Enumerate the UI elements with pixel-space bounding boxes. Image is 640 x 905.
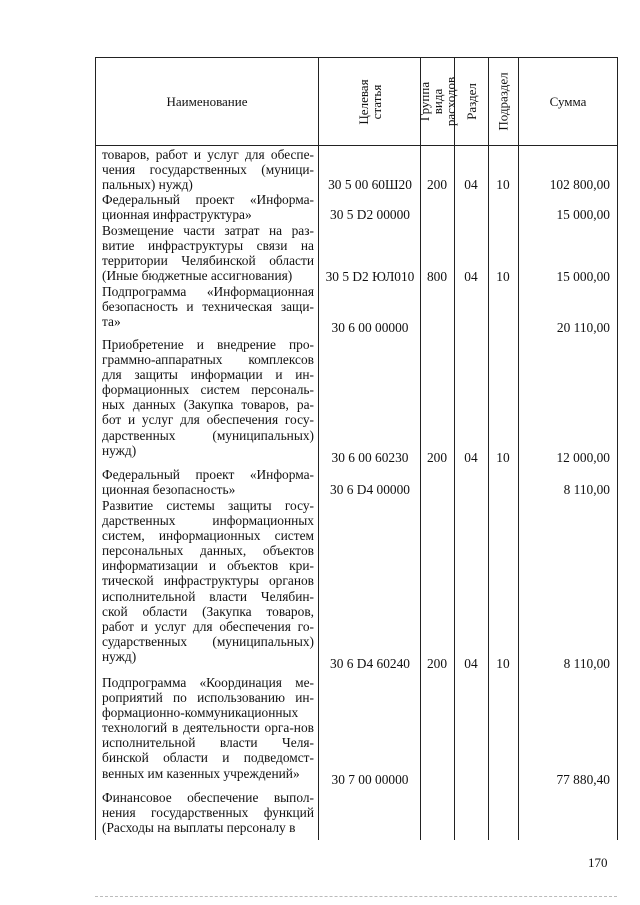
- row-code: 30 5 00 60Ш20: [328, 177, 412, 192]
- header-target-article: Целевая статья: [355, 78, 384, 125]
- header-amount: Сумма: [549, 93, 587, 109]
- row-name: Развитие системы защиты госу-дарственных информационных систем, информационных систем персональных данных, объектов информатизации и объектов кри-тической инфраструктуры органов исполнительной власти Челябин-ской области (Закупка товаров, работ и услуг для обеспечения го-сударственных (муниципальных) нужд): [102, 498, 314, 664]
- row-code: 30 6 00 60230: [331, 450, 409, 465]
- row-code: 30 6 D4 00000: [330, 482, 410, 497]
- col-divider-subsection: [518, 57, 519, 840]
- row-name: товаров, работ и услуг для обеспе-чения государственных (муници-пальных) нужд): [102, 147, 314, 193]
- row-subsection: 10: [496, 177, 510, 192]
- row-name: Приобретение и внедрение про-граммно-аппаратных комплексов для защиты информации и ин-формационных систем персональ-ных данных (Закупка товаров, ра-бот и услуг для обеспечения госу-дарственных (муниципальных) нужд): [102, 337, 314, 458]
- col-divider-name: [318, 57, 319, 840]
- row-section: 04: [464, 450, 478, 465]
- row-amount: 8 110,00: [563, 482, 610, 497]
- row-amount: 15 000,00: [556, 269, 610, 284]
- col-divider-section: [488, 57, 489, 840]
- header-subsection: Подраздел: [496, 72, 512, 131]
- row-name: Финансовое обеспечение выпол-нения государственных функций (Расходы на выплаты персоналу в: [102, 790, 314, 836]
- row-code: 30 5 D2 ЮЛ010: [325, 269, 415, 284]
- row-amount: 15 000,00: [556, 207, 610, 222]
- header-divider: [95, 145, 618, 146]
- row-amount: 20 110,00: [556, 320, 610, 335]
- row-code: 30 6 D4 60240: [330, 656, 410, 671]
- header-expense-group: Группа вида расходов: [417, 76, 458, 127]
- row-amount: 102 800,00: [549, 177, 610, 192]
- row-code: 30 7 00 00000: [331, 772, 409, 787]
- row-name: Федеральный проект «Информа-ционная инфраструктура»: [102, 192, 314, 223]
- row-name: Подпрограмма «Координация ме-роприятий по использованию ин-формационно-коммуникационных технологий в деятельности орга-нов исполнительной власти Челя-бинской области и подведомст-венных им казенных учреждений»: [102, 675, 314, 781]
- table-border-right: [617, 57, 618, 840]
- row-section: 04: [464, 269, 478, 284]
- row-name: Возмещение части затрат на раз-витие инфраструктуры связи на территории Челябинской области (Иные бюджетные ассигнования): [102, 223, 314, 284]
- page-number: 170: [588, 855, 608, 870]
- row-name: Федеральный проект «Информа-ционная безопасность»: [102, 467, 314, 498]
- row-section: 04: [464, 177, 478, 192]
- row-section: 04: [464, 656, 478, 671]
- page-edge-line: [95, 896, 617, 897]
- row-amount: 77 880,40: [556, 772, 610, 787]
- row-amount: 8 110,00: [563, 656, 610, 671]
- col-divider-code: [420, 57, 421, 840]
- header-name: Наименование: [166, 93, 248, 109]
- row-subsection: 10: [496, 450, 510, 465]
- row-code: 30 6 00 00000: [331, 320, 409, 335]
- header-section: Раздел: [464, 83, 479, 120]
- row-name: Подпрограмма «Информационная безопасность и техническая защи-та»: [102, 284, 314, 330]
- row-code: 30 5 D2 00000: [330, 207, 410, 222]
- row-group: 200: [426, 450, 448, 465]
- row-group: 800: [426, 269, 448, 284]
- row-group: 200: [426, 656, 448, 671]
- col-divider-group: [454, 57, 455, 840]
- table-border-left: [95, 57, 96, 840]
- row-group: 200: [426, 177, 448, 192]
- row-subsection: 10: [496, 269, 510, 284]
- row-amount: 12 000,00: [556, 450, 610, 465]
- row-subsection: 10: [496, 656, 510, 671]
